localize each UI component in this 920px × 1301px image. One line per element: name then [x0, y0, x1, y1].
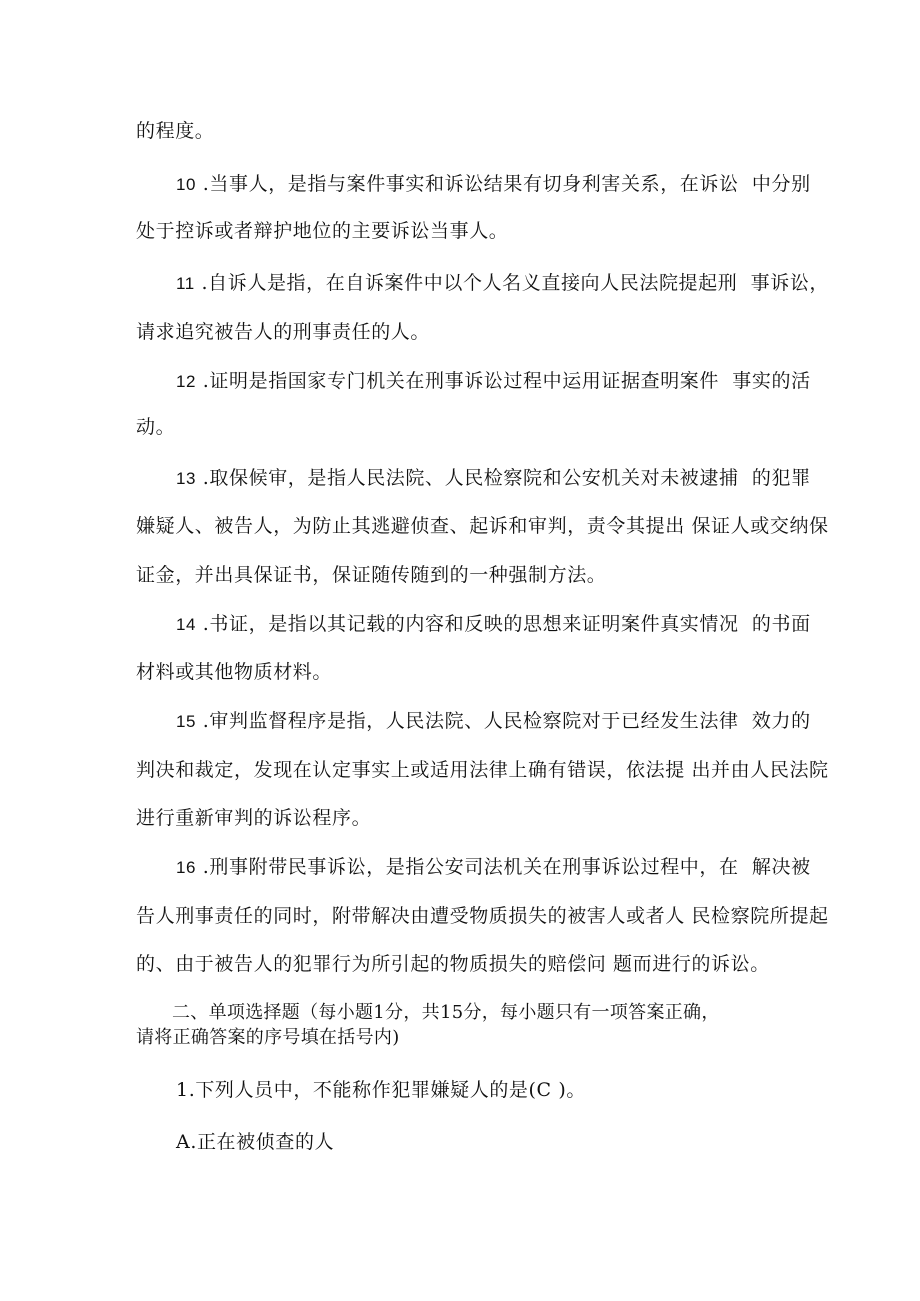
item-11-text-1: .自诉人是指，在自诉案件中以个人名义直接向人民法院提起刑 事诉讼， [194, 272, 830, 294]
item-10-number: 10 [176, 175, 197, 194]
paragraph-9-tail: 的程度。 [136, 120, 215, 142]
item-15-line-3: 进行重新审判的诉讼程序。 [136, 807, 372, 829]
question-1-stem: 1.下列人员中，不能称作犯罪嫌疑人的是(C )。 [176, 1079, 586, 1101]
item-16-line-1 [176, 854, 811, 881]
item-11-line-1 [176, 270, 829, 297]
item-10-line-2: 处于控诉或者辩护地位的主要诉讼当事人。 [136, 220, 509, 242]
item-13-line-1 [176, 465, 811, 492]
item-13-line-3: 证金，并出具保证书，保证随传随到的一种强制方法。 [136, 564, 607, 586]
item-13-number: 13 [176, 469, 197, 488]
item-15-line-1 [176, 708, 811, 735]
item-10-line-1 [176, 171, 811, 198]
question-1-option-a: A.正在被侦查的人 [176, 1131, 335, 1153]
item-14-number: 14 [176, 615, 197, 634]
item-16-line-3: 的、由于被告人的犯罪行为所引起的物质损失的赔偿问 题而进行的诉讼。 [136, 953, 770, 975]
item-11-number: 11 [176, 274, 195, 293]
item-15-text-1: .审判监督程序是指，人民法院、人民检察院对于已经发生法律 效力的 [196, 710, 811, 732]
item-16-text-1: .刑事附带民事诉讼，是指公安司法机关在刑事诉讼过程中，在 解决被 [196, 856, 811, 878]
item-11-line-2: 请求追究被告人的刑事责任的人。 [136, 321, 431, 343]
section-2-heading-line-2: 请将正确答案的序号填在括号内) [136, 1027, 400, 1048]
item-14-text-1: .书证，是指以其记载的内容和反映的思想来证明案件真实情况 的书面 [196, 613, 811, 635]
item-10-text-1: .当事人，是指与案件事实和诉讼结果有切身利害关系，在诉讼 中分别 [196, 173, 811, 195]
item-15-number: 15 [176, 712, 197, 731]
item-12-number: 12 [176, 372, 197, 391]
item-12-line-2: 动。 [136, 416, 176, 438]
item-13-line-2: 嫌疑人、被告人，为防止其逃避侦查、起诉和审判，责令其提出 保证人或交纳保 [136, 515, 829, 537]
item-12-line-1 [176, 368, 811, 395]
section-2-heading-line-1: 二、单项选择题（每小题1分，共15分，每小题只有一项答案正确， [172, 1002, 720, 1023]
item-14-line-1 [176, 611, 811, 638]
item-14-line-2: 材料或其他物质材料。 [136, 661, 333, 683]
item-16-line-2: 告人刑事责任的同时，附带解决由遭受物质损失的被害人或者人 民检察院所提起 [136, 905, 829, 927]
item-15-line-2: 判决和裁定，发现在认定事实上或适用法律上确有错误，依法提 出并由人民法院 [136, 759, 829, 781]
item-12-text-1: .证明是指国家专门机关在刑事诉讼过程中运用证据查明案件 事实的活 [196, 370, 811, 392]
item-13-text-1: .取保候审，是指人民法院、人民检察院和公安机关对未被逮捕 的犯罪 [196, 467, 811, 489]
item-16-number: 16 [176, 858, 197, 877]
